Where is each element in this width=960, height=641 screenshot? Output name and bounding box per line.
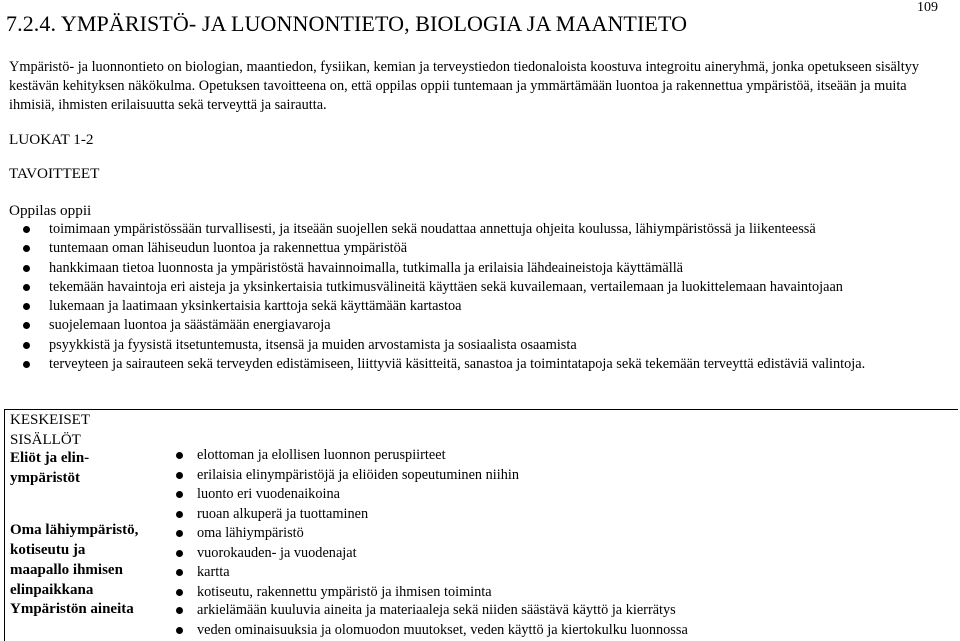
list-item: kartta (171, 563, 492, 583)
pupil-label: Oppilas oppii (9, 202, 92, 219)
section-title-organisms: Eliöt ja elin- ympäristöt (10, 450, 90, 486)
bullet-icon (176, 589, 183, 596)
list-item: ruoan alkuperä ja tuottaminen (171, 505, 519, 525)
list-item: hankkimaan tietoa luonnosta ja ympäristöstä havainnoimalla, tutkimalla ja erilaisia lähdeaineistoja käyttämällä (7, 259, 865, 278)
bullet-icon (23, 361, 30, 368)
section-list-home-region (171, 524, 492, 602)
list-item: psyykkistä ja fyysistä itsetuntemusta, itsensä ja muiden arvostamista ja sosiaalista osaamista (7, 336, 865, 355)
bullet-icon (176, 530, 183, 537)
list-item: oma lähiympäristö (171, 524, 492, 544)
grade-label: LUOKAT 1-2 (9, 131, 94, 148)
section-heading: 7.2.4. YMPÄRISTÖ- JA LUONNONTIETO, BIOLOGIA JA MAANTIETO (6, 11, 688, 36)
bullet-icon (23, 265, 30, 272)
bullet-icon (176, 452, 183, 459)
list-item: arkielämään kuuluvia aineita ja materiaaleja sekä niiden säästävä käyttö ja kierrätys (171, 601, 688, 621)
bullet-icon (23, 303, 30, 310)
list-item: veden ominaisuuksia ja olomuodon muutokset, veden käyttö ja kiertokulku luonnossa (171, 621, 688, 641)
bullet-icon (23, 322, 30, 329)
bullet-icon (23, 342, 30, 349)
list-item: lukemaan ja laatimaan yksinkertaisia karttoja sekä käyttämään kartastoa (7, 297, 865, 316)
bullet-icon (23, 226, 30, 233)
table-header: KESKEISET SISÄLLÖT (10, 412, 90, 448)
list-item: tekemään havaintoja eri aisteja ja yksinkertaisia tutkimusvälineitä käyttäen sekä kuvailemaan, vertailemaan ja luokittelemaan havaintojaan (7, 278, 865, 297)
list-item: tuntemaan oman lähiseudun luontoa ja rakennettua ympäristöä (7, 239, 865, 258)
goals-label: TAVOITTEET (9, 165, 100, 182)
bullet-icon (176, 511, 183, 518)
list-item: toimimaan ympäristössään turvallisesti, ja itseään suojellen sekä noudattaa annettuja ohjeita koulussa, lähiympäristössä ja liikenteessä (7, 220, 865, 239)
bullet-icon (176, 491, 183, 498)
list-item: vuorokauden- ja vuodenajat (171, 544, 492, 564)
list-item: elottoman ja elollisen luonnon peruspiirteet (171, 446, 519, 466)
bullet-icon (23, 245, 30, 252)
list-item: luonto eri vuodenaikoina (171, 485, 519, 505)
list-item: suojelemaan luontoa ja säästämään energiavaroja (7, 316, 865, 335)
section-list-substances (171, 601, 688, 640)
contents-table (4, 409, 958, 641)
list-item: kotiseutu, rakennettu ympäristö ja ihmisen toiminta (171, 583, 492, 603)
page-number: 109 (917, 0, 938, 15)
list-item: terveyteen ja sairauteen sekä terveyden edistämiseen, liittyviä käsitteitä, sanastoa ja toimintatapoja sekä tekemään terveyttä edistäviä valintoja. (7, 355, 865, 374)
list-item: erilaisia elinympäristöjä ja eliöiden sopeutuminen niihin (171, 466, 519, 486)
bullet-icon (176, 472, 183, 479)
section-title-home-region: Oma lähiympäristö, kotiseutu ja maapallo ihmisen elinpaikkana (10, 522, 139, 598)
bullet-icon (176, 627, 183, 634)
goals-list (7, 220, 865, 374)
bullet-icon (176, 569, 183, 576)
bullet-icon (176, 550, 183, 557)
bullet-icon (23, 284, 30, 291)
intro-paragraph: Ympäristö- ja luonnontieto on biologian, maantiedon, fysiikan, kemian ja terveystiedon tiedonaloista koostuva integroitu aineryhmä, jonka opetukseen sisältyy kestävän kehityksen näkökulma. Opetuksen tavoitteena on, että oppilas oppii tuntemaan ja ymmärtämään luontoa ja rakennettua ympäristöä, itseään ja muita ihmisiä, ihmisten erilaisuutta sekä terveyttä ja sairautta. (9, 59, 920, 113)
bullet-icon (176, 607, 183, 614)
section-title-substances: Ympäristön aineita (10, 601, 134, 617)
section-list-organisms (171, 446, 519, 524)
